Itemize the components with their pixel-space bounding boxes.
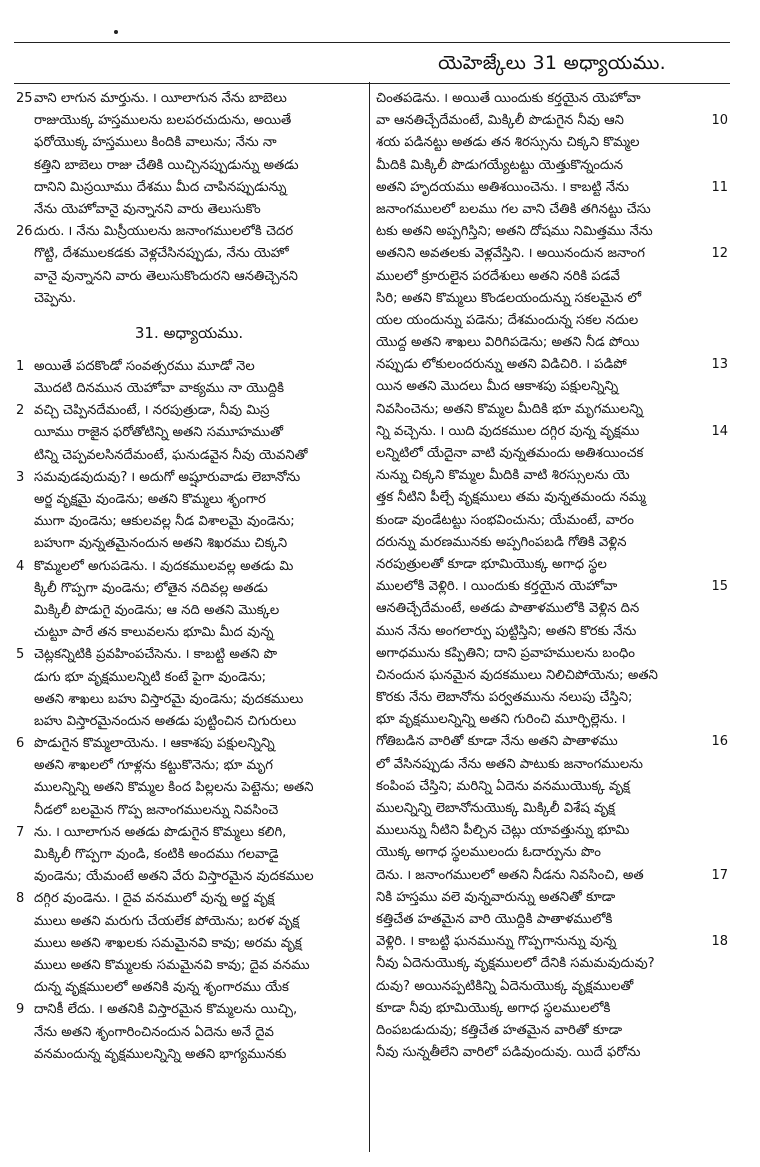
line-text: ములన్నిన్ని అతని కొమ్మల కింద పిల్లలను పెట్టెను; అతని <box>34 780 314 796</box>
text-line <box>14 422 364 444</box>
text-line <box>376 243 730 265</box>
line-text: నప్పుడు లోకులందరున్ను అతని విడిచిరి. ౹ పడిపో <box>376 357 627 373</box>
line-text: మున నేను అంగలార్పు పుట్టిస్తిని; అతని కొరకు నేను <box>376 623 637 639</box>
text-line <box>376 332 730 354</box>
line-text: నేను యెహోవానై వున్నానని వారు తెలుసుకొం <box>34 201 261 217</box>
line-text: ఫరోయొక్క హస్తములు కిందికి వాలును; నేను నా <box>34 135 277 151</box>
text-line <box>14 511 364 533</box>
line-text: చినందున ఘనమైన వుదకములు నిలిచిపోయెను; అతని <box>376 667 658 683</box>
text-line <box>14 888 364 910</box>
text-line <box>376 487 730 509</box>
text-line <box>14 177 364 199</box>
line-text: ముగా వుండెను; ఆకులవల్ల నీడ విశాలమై వుండెను; <box>34 514 295 530</box>
text-line <box>14 911 364 933</box>
text-line <box>14 866 364 888</box>
text-line <box>376 953 730 975</box>
verse-number: 15 <box>711 579 728 595</box>
text-line <box>14 243 364 265</box>
line-text: కుండా వుండేటట్టు సంభవించును; యేమంటే, వారం <box>376 512 634 528</box>
line-text: దింపబడుదువు; కత్తిచేత హతమైన వారితో కూడా <box>376 1022 623 1038</box>
line-text: దెను. ౹ జనాంగములలో అతని నీడను నివసించి, అత <box>376 867 644 883</box>
text-line <box>376 399 730 421</box>
line-text: క్కిలీ గొప్పగా వుండెను; లోతైన నదివల్ల అతడు <box>34 580 268 596</box>
text-line <box>376 643 730 665</box>
text-line <box>376 687 730 709</box>
text-line <box>376 576 730 598</box>
page-title: యెహెజ్కేలు 31 అధ్యాయము. <box>438 52 666 74</box>
text-line <box>14 844 364 866</box>
text-line <box>376 976 730 998</box>
line-text: అయితే పదకొండో సంవత్సరము మూడో నెల <box>34 358 255 374</box>
text-line <box>376 376 730 398</box>
text-line <box>14 533 364 555</box>
text-line <box>14 822 364 844</box>
line-text: మొదటి దినమున యెహోవా వాక్యము నా యొద్దికి <box>34 381 284 397</box>
text-line <box>376 709 730 731</box>
line-text: ములు అతని మరుగు చేయలేక పోయెను; బరళ వృక్ష <box>34 913 300 929</box>
text-line <box>376 998 730 1020</box>
text-line <box>14 221 364 243</box>
line-text: అగాధమును కప్పితిని; దాని ప్రవాహములను బంధిం <box>376 645 635 661</box>
line-text: ఆనతిచ్చేదేమంటే, అతడు పాతాళములోకి వెళ్లిన దిన <box>376 601 640 617</box>
text-line <box>376 421 730 443</box>
text-line <box>14 578 364 600</box>
chapter-heading: 31. అధ్యాయము. <box>134 323 244 342</box>
line-text: దరున్ను మరణమునకు అప్పగింపబడి గోతికి వెళ్లిన <box>376 534 627 550</box>
line-text: అర్జ వృక్షమై వుండెను; అతని కొమ్మలు శృంగార <box>34 492 266 507</box>
line-text: నరపుత్రులతో కూడా భూమియొక్క అగాధ స్థల <box>376 556 607 572</box>
text-line <box>376 798 730 820</box>
text-line <box>14 1044 364 1066</box>
line-text: పొడుగైన కొమ్మలాయెను. ౹ ఆకాశపు పక్షులన్నిన్ని <box>34 736 275 752</box>
text-line <box>376 554 730 576</box>
line-text: గోతిబడిన వారితో కూడా నేను అతని పాతాళము <box>376 734 618 750</box>
text-line <box>376 665 730 687</box>
text-line <box>14 777 364 799</box>
text-line <box>14 445 364 467</box>
verse-number: 3 <box>16 469 25 485</box>
line-text: అతని శాఖలు బహు విస్తారమై వుండెను; వుదకములు <box>34 691 304 707</box>
text-line <box>376 221 730 243</box>
line-text: వెళ్లిరి. ౹ కాబట్టి ఘనమున్ను గొప్పగానున్ను వున్న <box>376 934 617 950</box>
text-line <box>14 199 364 221</box>
text-line <box>376 443 730 465</box>
verse-number: 2 <box>16 403 25 419</box>
text-line <box>14 489 364 511</box>
line-text: నీవు సున్నతీలేని వారిలో పడివుందువు. యిదే ఫరోను <box>376 1045 641 1061</box>
line-text: బహుగా వున్నతమైనందున అతని శిఖరము చిక్కని <box>34 536 288 552</box>
text-line <box>376 887 730 909</box>
text-line <box>376 155 730 177</box>
line-text: దానికీ లేదు. ౹ అతనికి విస్తారమైన కొమ్మలను యిచ్చి, <box>34 1002 298 1018</box>
text-line <box>376 310 730 332</box>
text-line <box>14 955 364 977</box>
text-line <box>14 155 364 177</box>
line-text: నివసించెను; అతని కొమ్మల మీదికి భూ మృగములన్ని <box>376 401 644 417</box>
line-text: దువు? అయినప్పటికిన్ని ఏదెనుయొక్క వృక్షములతో <box>376 978 634 994</box>
text-line <box>376 354 730 376</box>
line-text: కంపింప చేస్తిని; మరిన్ని ఏదెను వనముయొక్క వృక్ష <box>376 778 630 794</box>
right-column <box>376 88 730 1064</box>
line-text: దగ్గిర వుండెను. ౹ దైవ వనములో వున్న అర్జ వృక్ష <box>34 891 275 907</box>
running-header <box>14 42 730 84</box>
line-text: కొమ్మలలో అగుపడెను. ౹ వుదకములవల్ల అతడు మి <box>34 558 294 574</box>
line-text: వానై వున్నానని వారు తెలుసుకొందురని ఆనతిచ్చెనని <box>34 268 298 284</box>
line-text: వచ్చి చెప్పినదేమంటే, ౹ నరపుత్రుడా, నీవు మిస్ర <box>34 403 270 419</box>
column-divider <box>369 82 370 1152</box>
line-text: లన్నిటిలో యేదైనా వాటి వున్నతమందు అతిశయించక <box>376 446 644 461</box>
verse-number: 14 <box>711 423 728 439</box>
line-text: వా ఆనతిచ్చేదేమంటే, మిక్కిలీ పొడుగైన నీవు ఆని <box>376 113 624 129</box>
text-line <box>376 177 730 199</box>
line-text: ములు అతని కొమ్మలకు సమమైనవి కావు; దైవ వనము <box>34 957 310 973</box>
line-text: నీడలో బలమైన గొప్ప జనాంగములన్ను నివసించె <box>34 802 279 818</box>
line-text: నికి హస్తము వలె వున్నవారున్ను అతనితో కూడా <box>376 889 616 905</box>
text-line <box>376 1042 730 1064</box>
line-text: మిక్కిలీ పొడుగై వుండెను; ఆ నది అతని మొక్కల <box>34 602 280 618</box>
text-line <box>376 1020 730 1042</box>
verse-number: 10 <box>711 113 728 129</box>
text-line <box>14 378 364 400</box>
line-text: యొద్ద అతని శాఖలు విరిగిపడెను; అతని నీడ పోయి <box>376 335 640 351</box>
text-line <box>14 132 364 154</box>
text-line <box>376 865 730 887</box>
verse-number: 11 <box>711 179 728 195</box>
line-text: ములన్నిన్ని లెబానోనుయొక్క మిక్కిలీ విశేష వృక్ష <box>376 801 615 816</box>
line-text: మీదికి మిక్కిలీ పొడుగయ్యేటట్టు యెత్తుకొన్నందున <box>376 157 624 173</box>
text-line <box>376 842 730 864</box>
line-text: దురు. ౹ నేను మిస్రీయులను జనాంగములలోకి చెదర <box>34 224 294 240</box>
text-line <box>14 755 364 777</box>
line-text: అతని హృదయము అతిశయించెను. ౹ కాబట్టి నేను <box>376 179 629 195</box>
text-line <box>376 288 730 310</box>
line-text: యల యందున్ను పడెను; దేశమందున్న సకల నదుల <box>376 312 639 328</box>
text-line <box>376 754 730 776</box>
line-text: సమవుడవుదువు? ౹ అదుగో అష్షూరువాడు లెబానోను <box>34 469 301 485</box>
verse-number: 18 <box>711 934 728 950</box>
line-text: కత్తిచేత హతమైన వారి యొద్దికి పాతాళములోకి <box>376 911 613 927</box>
text-line <box>376 820 730 842</box>
text-line <box>14 1022 364 1044</box>
text-line <box>376 266 730 288</box>
text-line <box>14 999 364 1021</box>
text-line <box>14 689 364 711</box>
verse-number: 6 <box>16 736 25 752</box>
line-text: నేను అతని శృంగారించినందున ఏదెను అనే దైవ <box>34 1024 274 1040</box>
text-line <box>14 600 364 622</box>
verse-number: 4 <box>16 558 25 574</box>
line-text: చింతపడెను. ౹ అయితే యిందుకు కర్తయైన యెహోవా <box>376 91 641 106</box>
line-text: చెప్పెను. <box>34 290 77 306</box>
text-line <box>14 467 364 489</box>
line-text: అతనిని అవతలకు వెళ్లవేస్తిని. ౹ అయినందున జనాంగ <box>376 246 645 262</box>
line-text: త్తక నీటిని పీల్చే వృక్షములు తమ వున్నతమందు నమ్మ <box>376 490 646 506</box>
line-text: వుండెను; యేమంటే అతని వేరు విస్తారమైన వుదకముల <box>34 869 314 885</box>
line-text: వాని లాగున మార్తును. ౹ యీలాగున నేను బాబెలు <box>34 91 287 106</box>
line-text: చుట్టూ పారే తన కాలువలను భూమి మీద వున్న <box>34 625 274 641</box>
line-text: లో వేసినప్పుడు నేను అతని పాటుకు జనాంగములను <box>376 756 643 772</box>
line-text: యీము రాజైన ఫరోతోటిన్ని అతని సమూహముతో <box>34 425 283 441</box>
line-text: భూ వృక్షములన్నిన్ని అతని గురించి మూర్ఛిల్లెను. ౹ <box>376 712 626 728</box>
text-line <box>14 288 364 310</box>
line-text: న్ని వచ్చెను. ౹ యిది వుదకముల దగ్గిర వున్న వృక్షము <box>376 423 640 439</box>
text-line <box>376 465 730 487</box>
text-line <box>376 532 730 554</box>
line-text: వనమందున్న వృక్షములన్నిన్ని అతని భాగ్యమునకు <box>34 1046 287 1062</box>
text-line <box>14 644 364 666</box>
line-text: చెట్లకన్నిటికి ప్రవహింపచేసెను. ౹ కాబట్టి అతని పొ <box>34 647 278 663</box>
line-text: మిక్కిలీ గొప్పగా వుండి, కంటికి అందము గలవాడై <box>34 847 279 862</box>
page <box>14 30 730 1154</box>
line-text: యొక్క అగాధ స్థలములందు ఓదార్పును పొం <box>376 845 601 861</box>
text-line <box>14 733 364 755</box>
line-text: దున్న వృక్షములలో అతనికి వున్న శృంగారము యేక <box>34 980 289 996</box>
verse-number: 13 <box>711 357 728 373</box>
verse-number: 17 <box>711 867 728 883</box>
line-text: ను. ౹ యీలాగున అతడు పొడుగైన కొమ్మలు కలిగి, <box>34 824 287 840</box>
line-text: నీవు ఏదెనుయొక్క వృక్షములలో దేనికి సమమవుదువు? <box>376 956 655 972</box>
text-line <box>376 776 730 798</box>
text-line <box>376 621 730 643</box>
line-text: బహు విస్తారమైనందున అతడు పుట్టించిన చిగురులు <box>34 713 297 729</box>
line-text: కత్తిని బాబెలు రాజు చేతికి యిచ్చినప్పుడున్ను అతడు <box>34 157 299 173</box>
line-text: టకు అతని అప్పగిస్తిని; అతని దోషము నిమిత్తము నేను <box>376 224 653 240</box>
text-line <box>14 977 364 999</box>
verse-number: 7 <box>16 824 25 840</box>
text-line <box>376 199 730 221</box>
verse-number: 8 <box>16 891 25 907</box>
line-text: ములున్ను నీటిని పీల్చిన చెట్లు యావత్తున్ను భూమి <box>376 823 630 839</box>
verse-number: 5 <box>16 647 25 663</box>
text-line <box>376 88 730 110</box>
line-text: యిన అతని మొదలు మీద ఆకాశపు పక్షులన్నిన్ని <box>376 379 619 395</box>
line-text: ములలోకి వెళ్లిరి. ౹ యిందుకు కర్తయైన యెహోవా <box>376 579 618 595</box>
line-text: రాజుయొక్క హస్తములను బలపరచుదును, అయితే <box>34 113 292 129</box>
text-line <box>14 933 364 955</box>
verse-number: 9 <box>16 1002 25 1018</box>
text-line <box>14 266 364 288</box>
text-line <box>14 400 364 422</box>
text-line <box>376 598 730 620</box>
verse-number: 26 <box>16 224 33 240</box>
verse-number: 16 <box>711 734 728 750</box>
line-text: దానిని మిస్రయీము దేశము మీద చాపినప్పుడున్ను <box>34 179 287 195</box>
verse-number: 25 <box>16 91 33 106</box>
text-line <box>14 622 364 644</box>
line-text: శయ పడినట్టు అతడు తన శిరస్సును చిక్కని కొమ్మల <box>376 135 640 151</box>
line-text: అతని శాఖలలో గూళ్లను కట్టుకొనెను; భూ మృగ <box>34 758 273 774</box>
line-text: నున్ను చిక్కని కొమ్మల మీదికి వాటి శిరస్సులను యె <box>376 468 630 484</box>
left-column <box>14 88 364 1066</box>
line-text: కొరకు నేను లెబానోను పర్వతమును నలుపు చేస్తిని; <box>376 690 633 706</box>
text-line <box>376 510 730 532</box>
text-line <box>14 711 364 733</box>
line-text: సిరి; అతని కొమ్మలు కొండలయందున్ను సకలమైన లో <box>376 290 642 306</box>
text-line <box>376 909 730 931</box>
text-line <box>376 931 730 953</box>
text-line <box>14 88 364 110</box>
text-line <box>376 731 730 753</box>
line-text: జనాంగములలో బలము గల వాని చేతికి తగినట్టు చేసు <box>376 201 651 217</box>
ink-dot <box>114 30 118 34</box>
text-line <box>376 110 730 132</box>
line-text: గొట్టి, దేశములకడకు వెళ్లచేసినప్పుడు, నేను యెహో <box>34 246 289 262</box>
line-text: ములలో క్రూరులైన పరదేశులు అతని నరికి పడవే <box>376 268 620 284</box>
text-line <box>14 556 364 578</box>
text-line <box>376 132 730 154</box>
text-line <box>14 356 364 378</box>
verse-number: 1 <box>16 358 25 374</box>
line-text: డుగు భూ వృక్షములన్నిటి కంటే పైగా వుండెను; <box>34 669 267 685</box>
line-text: కూడా నీవు భూమియొక్క అగాధ స్థలములలోకి <box>376 1000 611 1016</box>
line-text: టిన్ని చెప్పవలసినదేమంటే, ఘనుడవైన నీవు యెవనితో <box>34 447 308 463</box>
text-line <box>14 667 364 689</box>
text-line <box>14 110 364 132</box>
line-text: ములు అతని శాఖలకు సమమైనవి కావు; అరమ వృక్ష <box>34 935 302 951</box>
text-line <box>14 800 364 822</box>
verse-number: 12 <box>711 246 728 262</box>
